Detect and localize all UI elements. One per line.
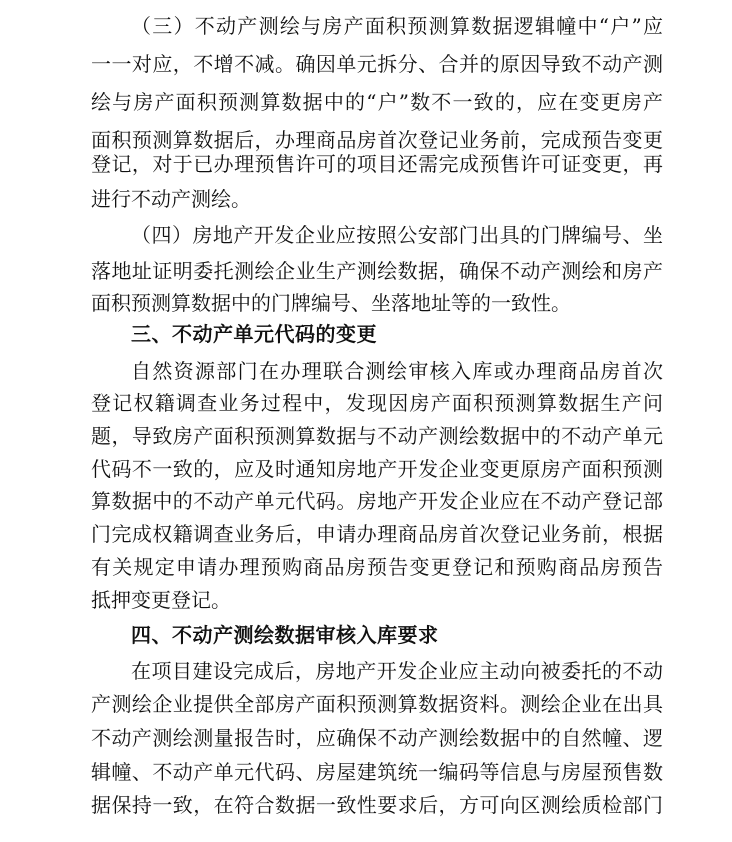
paragraph-line: 代码不一致的，应及时通知房地产开发企业变更原房产面积预测 [91,457,663,481]
section-heading: 四、不动产测绘数据审核入库要求 [131,623,439,647]
paragraph-line: 面积预测算数据中的门牌编号、坐落地址等的一致性。 [91,291,571,315]
paragraph-line: 进行不动产测绘。 [91,187,251,211]
paragraph-line: 绘与房产面积预测算数据中的“户”数不一致的，应在变更房产 [91,90,663,114]
paragraph-line: 自然资源部门在办理联合测绘审核入库或办理商品房首次 [131,359,663,383]
paragraph-line: 一一对应，不增不减。确因单元拆分、合并的原因导致不动产测 [91,52,663,76]
paragraph-line: 门完成权籍调查业务后，申请办理商品房首次登记业务前，根据 [91,522,663,546]
section-heading: 三、不动产单元代码的变更 [131,322,377,346]
paragraph-line: 落地址证明委托测绘企业生产测绘数据，确保不动产测绘和房产 [91,259,663,283]
paragraph-line: 抵押变更登记。 [91,588,231,612]
paragraph-line: 登记，对于已办理预售许可的项目还需完成预售许可证变更，再 [91,152,663,176]
paragraph-line: 有关规定申请办理预购商品房预告变更登记和预购商品房预告 [91,555,663,579]
paragraph-line: 不动产测绘测量报告时，应确保不动产测绘数据中的自然幢、逻 [91,726,663,750]
paragraph-line: 登记权籍调查业务过程中，发现因房产面积预测算数据生产问 [91,391,663,415]
paragraph-line: 题，导致房产面积预测算数据与不动产测绘数据中的不动产单元 [91,424,663,448]
paragraph-line: （三）不动产测绘与房产面积预测算数据逻辑幢中“户”应 [131,14,663,38]
paragraph-line: 据保持一致，在符合数据一致性要求后，方可向区测绘质检部门 [91,793,663,817]
paragraph-line: 在项目建设完成后，房地产开发企业应主动向被委托的不动 [131,659,663,683]
paragraph-line: 产测绘企业提供全部房产面积预测算数据资料。测绘企业在出具 [91,692,663,716]
paragraph-line: 辑幢、不动产单元代码、房屋建筑统一编码等信息与房屋预售数 [91,760,663,784]
paragraph-line: 面积预测算数据后，办理商品房首次登记业务前，完成预告变更 [91,128,663,152]
paragraph-line: （四）房地产开发企业应按照公安部门出具的门牌编号、坐 [131,223,663,247]
paragraph-line: 算数据中的不动产单元代码。房地产开发企业应在不动产登记部 [91,489,663,513]
